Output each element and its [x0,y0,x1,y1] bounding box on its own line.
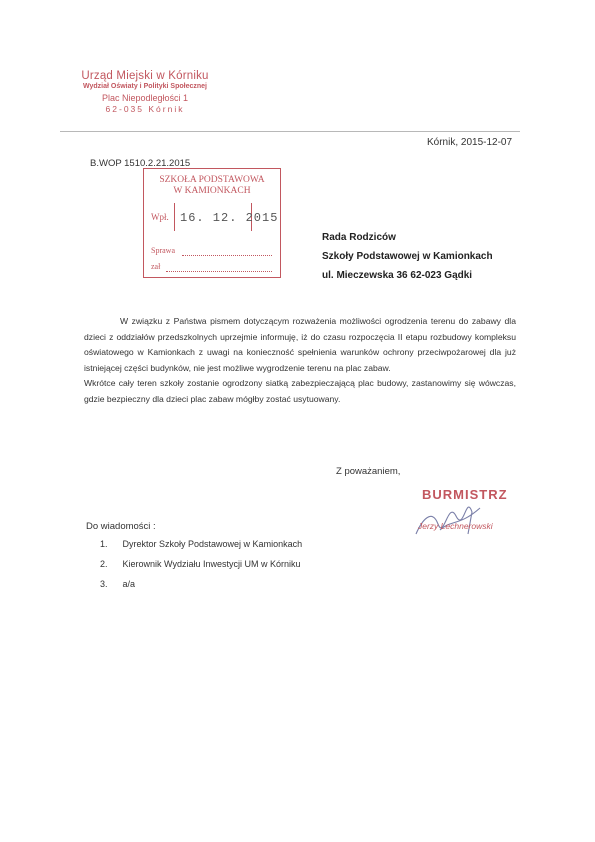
body-paragraph-2: Wkrótce cały teren szkoły zostanie ogrodzony siatką zabezpieczającą plac budowy, zastanowimy się wówczas, gdzie bezpieczny dla dzieci plac zabaw mógłby zostać usytuowany. [84,378,516,404]
cc-item-number: 3. [100,579,108,589]
letter-date: Kórnik, 2015-12-07 [427,137,513,148]
letterhead-stamp [70,70,220,114]
recipient-line1: Rada Rodziców [322,232,396,243]
recipient-line2: Szkoły Podstawowej w Kamionkach [322,251,493,262]
cc-label: Do wiadomości : [86,521,156,532]
closing-greeting: Z poważaniem, [336,466,401,477]
signature-title: BURMISTRZ [422,487,508,502]
stamp-wpl-label: Wpł. [151,212,169,222]
stamp-sprawa-label: Sprawa [151,246,175,255]
stamp-school-line1: SZKOŁA PODSTAWOWA [159,175,265,185]
stamp-zal-line [166,271,272,272]
stamp-received-date: 16. 12. 2015 [180,211,279,225]
letterhead-department: Wydział Oświaty i Polityki Społecznej [83,83,207,90]
cc-item-text: Kierownik Wydziału Inwestycji UM w Kórniku [122,559,301,569]
signature-name: Jerzy Lechnerowski [418,521,493,531]
stamp-school-name [144,175,280,197]
letterhead-street: Plac Niepodległości 1 [101,93,189,103]
cc-item-text: a/a [122,579,136,589]
stamp-school-line2: W KAMIONKACH [173,186,251,196]
letter-body [84,314,516,408]
cc-list-item [100,579,302,599]
stamp-sprawa-line [182,255,272,256]
stamp-zal-label: zał [151,262,161,271]
letterhead-postcode: 62-035 Kórnik [105,104,185,114]
cc-item-number: 2. [100,559,108,569]
letterhead-office: Urząd Miejski w Kórniku [81,70,209,82]
body-paragraph-1: W związku z Państwa pismem dotyczącym rozważenia możliwości ogrodzenia terenu do zabawy dla dzieci z oddziałów przedszkolnych uprzejmie informuję, iż do czasu rozpoczęcia II etapu rozbudowy kompleksu oświatowego w Kamionkach z uwagi na konieczność spełnienia warunków ochrony przeciwpożarowej dla już istniejącej części budynków, nie jest możliwe wygrodzenie terenu na plac zabaw. [84,316,516,373]
cc-list [100,539,302,599]
cc-list-item [100,539,302,559]
reference-number: B.WOP 1510.2.21.2015 [90,158,191,169]
registration-stamp [143,168,281,278]
recipient-address [322,228,493,285]
cc-item-number: 1. [100,539,108,549]
header-divider [60,131,520,132]
cc-item-text: Dyrektor Szkoły Podstawowej w Kamionkach [122,539,303,549]
cc-list-item [100,559,302,579]
recipient-line3: ul. Mieczewska 36 62-023 Gądki [322,270,473,281]
